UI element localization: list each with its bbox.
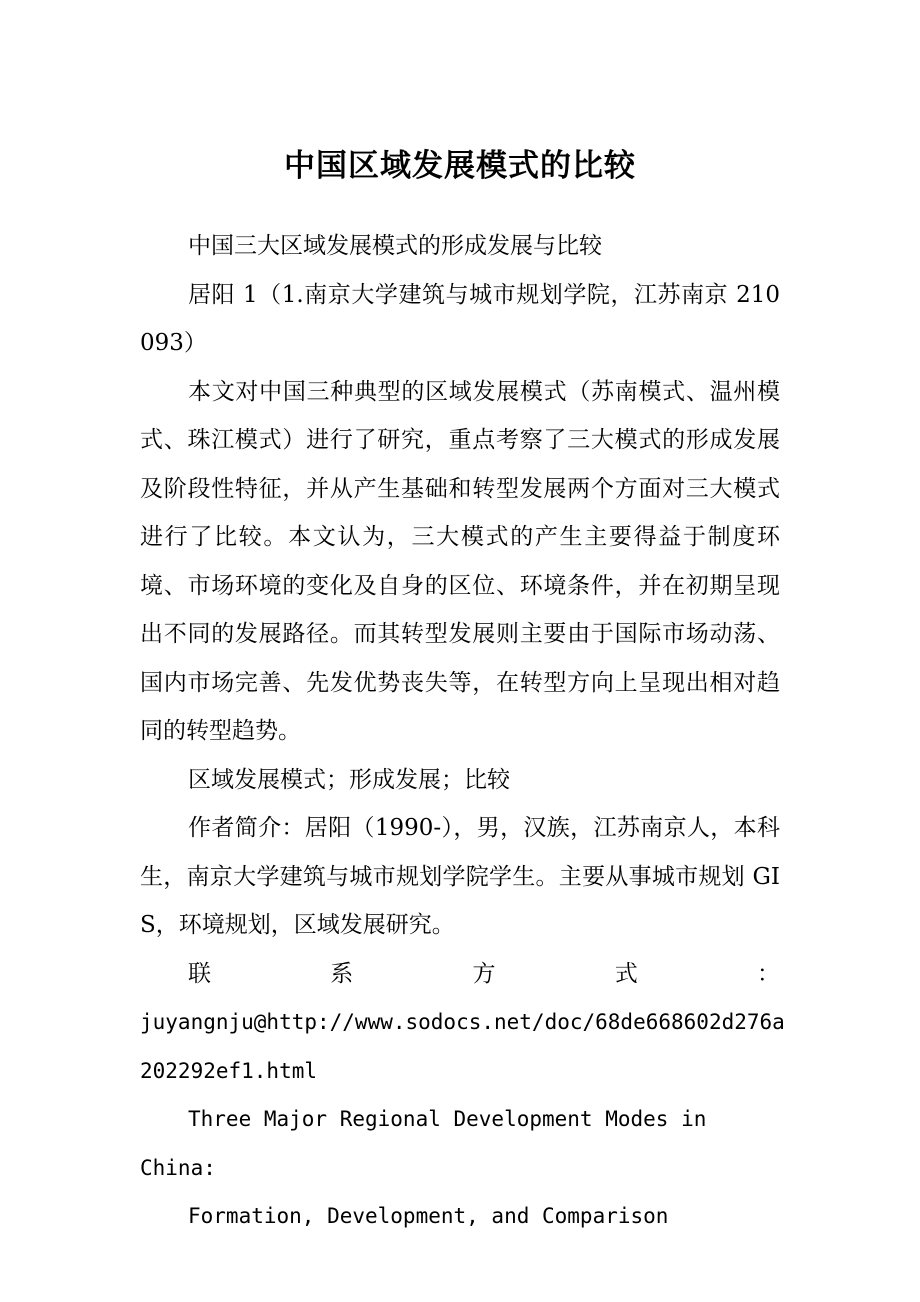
- english-title-line-2: Formation, Development, and Comparison: [188, 1204, 669, 1228]
- author-bio: 作者简介：居阳（1990-），男，汉族，江苏南京人，本科生，南京大学建筑与城市规划学院学生。主要从事城市规划 GIS，环境规划，区域发展研究。: [140, 815, 780, 938]
- author-affiliation: 居阳 1（1.南京大学建筑与城市规划学院，江苏南京 210093）: [140, 281, 780, 356]
- contact-value-line-2: 202292ef1.html: [140, 1058, 318, 1083]
- contact-value-line-1: juyangnju@http://www.sodocs.net/doc/68de668602d276a: [140, 1010, 785, 1034]
- keywords: 区域发展模式；形成发展；比较: [188, 766, 510, 793]
- contact-label: 联系方式：: [188, 960, 780, 987]
- subtitle: 中国三大区域发展模式的形成发展与比较: [188, 233, 602, 259]
- document-body: [140, 222, 785, 1241]
- document-title: 中国区域发展模式的比较: [284, 148, 636, 184]
- english-title-line-1: Three Major Regional Development Modes in China:: [140, 1107, 707, 1180]
- abstract-paragraph: 本文对中国三种典型的区域发展模式（苏南模式、温州模式、珠江模式）进行了研究，重点考察了三大模式的形成发展及阶段性特征，并从产生基础和转型发展两个方面对三大模式进行了比较。本文认为，三大模式的产生主要得益于制度环境、市场环境的变化及自身的区位、环境条件，并在初期呈现出不同的发展路径。而其转型发展则主要由于国际市场动荡、国内市场完善、先发优势丧失等，在转型方向上呈现出相对趋同的转型趋势。: [140, 378, 780, 744]
